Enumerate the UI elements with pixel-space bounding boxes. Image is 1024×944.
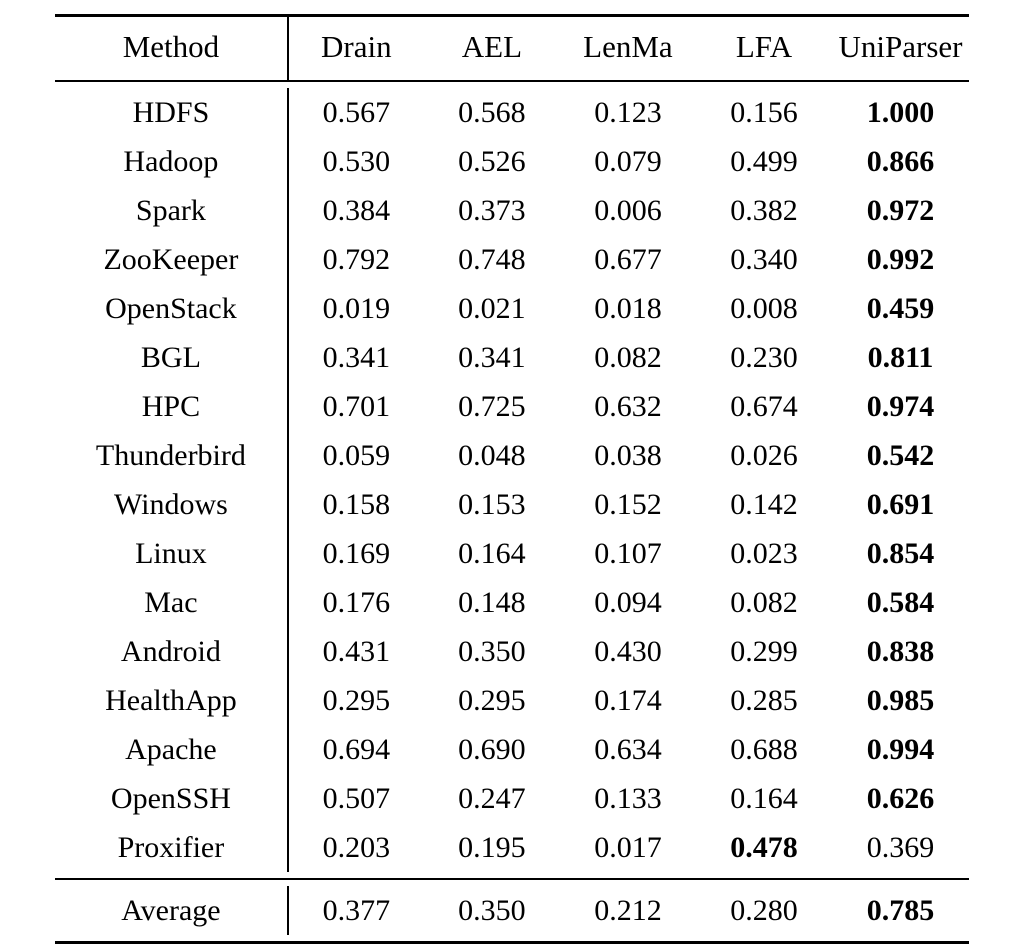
- table-row: [55, 823, 969, 872]
- cell-drain: 0.176: [288, 578, 424, 627]
- bottom-rule-gap: [55, 935, 969, 943]
- cell-drain: 0.169: [288, 529, 424, 578]
- cell-uniparser: 0.542: [832, 431, 969, 480]
- cell-drain: 0.530: [288, 137, 424, 186]
- row-label: Android: [55, 627, 288, 676]
- cell-uniparser: 0.866: [832, 137, 969, 186]
- row-label: OpenStack: [55, 284, 288, 333]
- cell-lfa: 0.023: [696, 529, 832, 578]
- cell-lenma: 0.094: [560, 578, 696, 627]
- row-label: BGL: [55, 333, 288, 382]
- row-label: Spark: [55, 186, 288, 235]
- cell-lfa: 0.230: [696, 333, 832, 382]
- cell-uniparser: 0.985: [832, 676, 969, 725]
- column-header-method: Method: [55, 17, 288, 81]
- table-row: [55, 137, 969, 186]
- column-header-uniparser: UniParser: [832, 17, 969, 81]
- cell-average-lenma: 0.212: [560, 886, 696, 935]
- cell-ael: 0.195: [424, 823, 560, 872]
- cell-drain: 0.792: [288, 235, 424, 284]
- cell-drain: 0.507: [288, 774, 424, 823]
- table-row: [55, 627, 969, 676]
- cell-lfa: 0.082: [696, 578, 832, 627]
- table-row: [55, 480, 969, 529]
- row-label: HPC: [55, 382, 288, 431]
- cell-lfa: 0.499: [696, 137, 832, 186]
- table-row: [55, 676, 969, 725]
- cell-uniparser: 0.992: [832, 235, 969, 284]
- cell-average-lfa: 0.280: [696, 886, 832, 935]
- row-label: Mac: [55, 578, 288, 627]
- cell-ael: 0.748: [424, 235, 560, 284]
- row-label: Proxifier: [55, 823, 288, 872]
- table-row: [55, 88, 969, 137]
- cell-ael: 0.725: [424, 382, 560, 431]
- cell-uniparser: 0.626: [832, 774, 969, 823]
- row-label: HDFS: [55, 88, 288, 137]
- cell-uniparser: 0.811: [832, 333, 969, 382]
- cell-lfa: 0.340: [696, 235, 832, 284]
- cell-uniparser: 1.000: [832, 88, 969, 137]
- table-row: [55, 333, 969, 382]
- cell-ael: 0.350: [424, 627, 560, 676]
- table-row: [55, 431, 969, 480]
- cell-ael: 0.526: [424, 137, 560, 186]
- cell-lfa: 0.156: [696, 88, 832, 137]
- cell-lenma: 0.677: [560, 235, 696, 284]
- column-header-drain: Drain: [288, 17, 424, 81]
- cell-lenma: 0.018: [560, 284, 696, 333]
- table-row: [55, 725, 969, 774]
- cell-lenma: 0.038: [560, 431, 696, 480]
- cell-drain: 0.341: [288, 333, 424, 382]
- cell-lfa: 0.688: [696, 725, 832, 774]
- results-table: [55, 14, 969, 944]
- cell-uniparser: 0.691: [832, 480, 969, 529]
- cell-ael: 0.247: [424, 774, 560, 823]
- cell-ael: 0.153: [424, 480, 560, 529]
- column-header-lfa: LFA: [696, 17, 832, 81]
- column-header-ael: AEL: [424, 17, 560, 81]
- cell-uniparser: 0.369: [832, 823, 969, 872]
- cell-ael: 0.148: [424, 578, 560, 627]
- cell-lfa: 0.008: [696, 284, 832, 333]
- cell-uniparser: 0.972: [832, 186, 969, 235]
- row-label: ZooKeeper: [55, 235, 288, 284]
- cell-lfa: 0.164: [696, 774, 832, 823]
- cell-lfa: 0.299: [696, 627, 832, 676]
- table-row: [55, 382, 969, 431]
- cell-ael: 0.373: [424, 186, 560, 235]
- row-label: Thunderbird: [55, 431, 288, 480]
- cell-drain: 0.384: [288, 186, 424, 235]
- cell-drain: 0.203: [288, 823, 424, 872]
- table-header-row: [55, 17, 969, 81]
- cell-lfa: 0.142: [696, 480, 832, 529]
- cell-drain: 0.059: [288, 431, 424, 480]
- cell-ael: 0.048: [424, 431, 560, 480]
- cell-uniparser: 0.974: [832, 382, 969, 431]
- cell-lenma: 0.174: [560, 676, 696, 725]
- cell-lenma: 0.133: [560, 774, 696, 823]
- cell-uniparser: 0.584: [832, 578, 969, 627]
- row-label: OpenSSH: [55, 774, 288, 823]
- cell-lenma: 0.123: [560, 88, 696, 137]
- table-row: [55, 235, 969, 284]
- cell-ael: 0.295: [424, 676, 560, 725]
- cell-ael: 0.021: [424, 284, 560, 333]
- cell-drain: 0.567: [288, 88, 424, 137]
- cell-drain: 0.019: [288, 284, 424, 333]
- row-label: Linux: [55, 529, 288, 578]
- row-label: Windows: [55, 480, 288, 529]
- cell-uniparser: 0.838: [832, 627, 969, 676]
- row-label-average: Average: [55, 886, 288, 935]
- cell-lenma: 0.082: [560, 333, 696, 382]
- cell-average-drain: 0.377: [288, 886, 424, 935]
- table-row: [55, 529, 969, 578]
- body-rule-gap: [55, 872, 969, 879]
- table-row: [55, 186, 969, 235]
- cell-lenma: 0.006: [560, 186, 696, 235]
- cell-lfa: 0.478: [696, 823, 832, 872]
- cell-ael: 0.690: [424, 725, 560, 774]
- row-label: HealthApp: [55, 676, 288, 725]
- cell-lenma: 0.430: [560, 627, 696, 676]
- cell-lfa: 0.285: [696, 676, 832, 725]
- row-label: Apache: [55, 725, 288, 774]
- cell-ael: 0.164: [424, 529, 560, 578]
- cell-drain: 0.701: [288, 382, 424, 431]
- table-row: [55, 284, 969, 333]
- cell-uniparser: 0.459: [832, 284, 969, 333]
- cell-lenma: 0.632: [560, 382, 696, 431]
- row-label: Hadoop: [55, 137, 288, 186]
- cell-uniparser: 0.994: [832, 725, 969, 774]
- cell-drain: 0.431: [288, 627, 424, 676]
- cell-lenma: 0.107: [560, 529, 696, 578]
- cell-lfa: 0.382: [696, 186, 832, 235]
- cell-lfa: 0.026: [696, 431, 832, 480]
- cell-lenma: 0.017: [560, 823, 696, 872]
- cell-average-uniparser: 0.785: [832, 886, 969, 935]
- cell-lenma: 0.634: [560, 725, 696, 774]
- column-header-lenma: LenMa: [560, 17, 696, 81]
- table-row: [55, 774, 969, 823]
- cell-average-ael: 0.350: [424, 886, 560, 935]
- cell-lenma: 0.152: [560, 480, 696, 529]
- cell-ael: 0.341: [424, 333, 560, 382]
- cell-ael: 0.568: [424, 88, 560, 137]
- cell-drain: 0.158: [288, 480, 424, 529]
- cell-lenma: 0.079: [560, 137, 696, 186]
- cell-drain: 0.295: [288, 676, 424, 725]
- cell-lfa: 0.674: [696, 382, 832, 431]
- table-row: [55, 578, 969, 627]
- table-summary-row: [55, 886, 969, 935]
- cell-uniparser: 0.854: [832, 529, 969, 578]
- cell-drain: 0.694: [288, 725, 424, 774]
